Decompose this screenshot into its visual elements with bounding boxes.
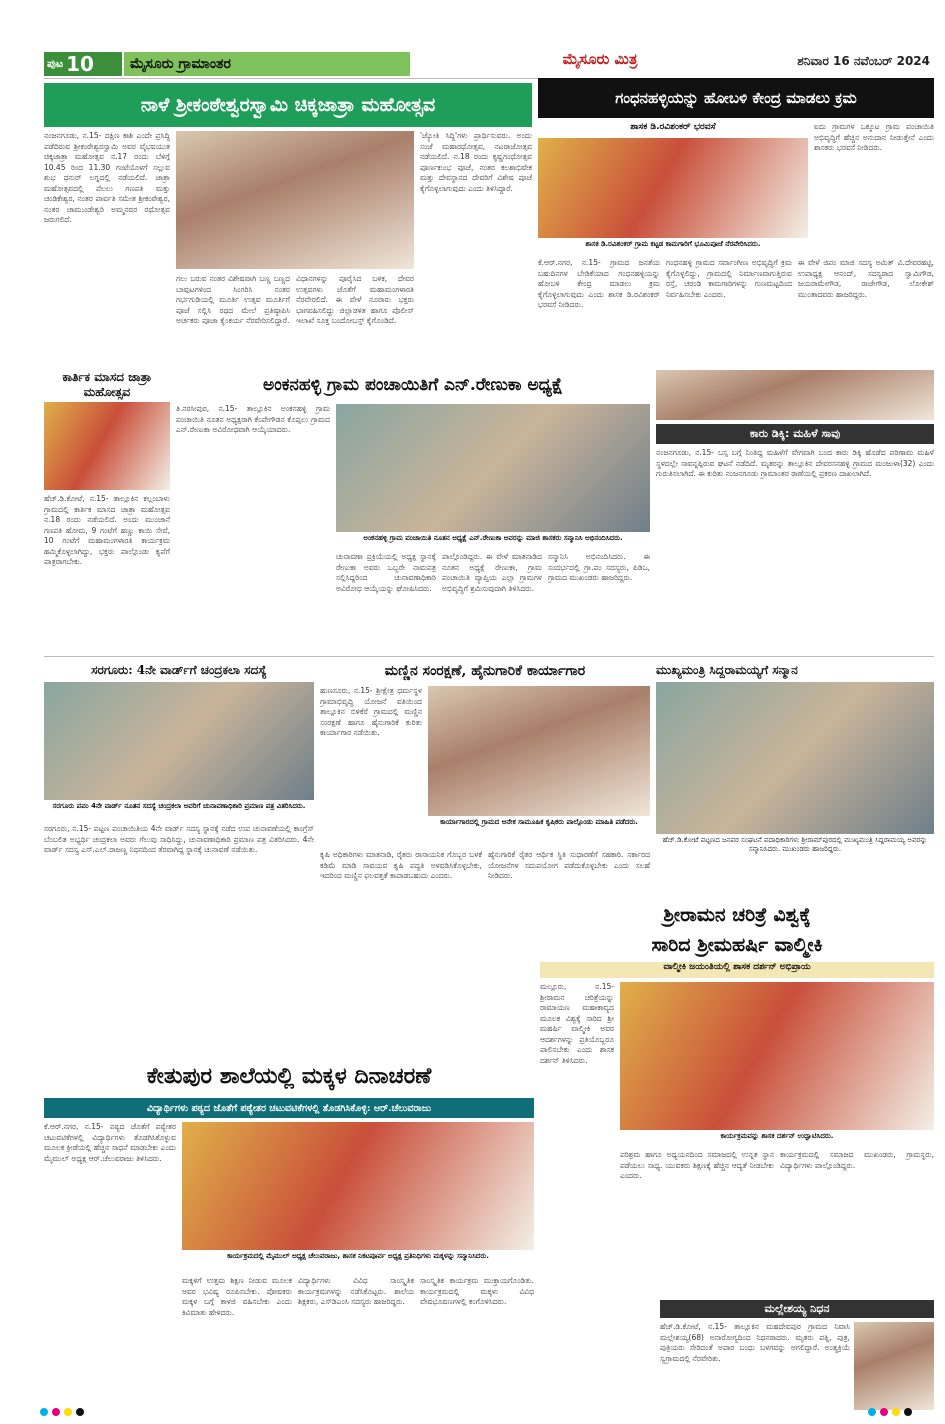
- story4-caption: ಅಂಕನಹಳ್ಳಿ ಗ್ರಾಮ ಪಂಚಾಯಿತಿ ನೂತನ ಅಧ್ಯಕ್ಷೆ ಎನ್.ರೇಣುಕಾ ಅವರನ್ನು ಮಾಜಿ ಶಾಸಕರು ಸನ್ಮಾನಿಸಿ ಅಭಿನಂದಿಸಿದರು.: [363, 534, 623, 542]
- story10-subhead: ವಿದ್ಯಾರ್ಥಿಗಳು ಪಠ್ಯದ ಜೊತೆಗೆ ಪಠ್ಯೇತರ ಚಟುವಟಿಕೆಗಳಲ್ಲಿ ತೊಡಗಿಸಿಕೊಳ್ಳಿ: ಆರ್.ಚೆಲುವರಾಜು: [44, 1098, 534, 1118]
- story7-col3: ಹೈನುಗಾರಿಕೆ ರೈತರ ಆರ್ಥಿಕ ಸ್ಥಿತಿ ಸುಧಾರಣೆಗೆ ಸಹಕಾರಿ. ಸರ್ಕಾರದ ಯೋಜನೆಗಳ ಸದುಪಯೋಗ ಪಡೆದುಕೊಳ್ಳಬೇಕು ಎಂದು ಸಲಹೆ ನೀಡಿದರು.: [488, 850, 650, 880]
- story7-col1: ಹುಣಸೂರು, ನ.15- ಶ್ರೀಕ್ಷೇತ್ರ ಧರ್ಮಸ್ಥಳ ಗ್ರಾಮಾಭಿವೃದ್ಧಿ ಯೋಜನೆ ವತಿಯಿಂದ ತಾಲ್ಲೂಕಿನ ಬಿಳಿಕೆರೆ ಗ್ರಾಮದಲ್ಲಿ ಮಣ್ಣಿನ ಸಂರಕ್ಷಣೆ ಹಾಗೂ ಹೈನುಗಾರಿಕೆ ಕುರಿತು ಕಾರ್ಯಾಗಾರ ನಡೆಯಿತು.: [320, 686, 422, 737]
- story1-headline: ನಾಳೆ ಶ್ರೀಕಂಠೇಶ್ವರಸ್ವಾಮಿ ಚಿಕ್ಕಜಾತ್ರಾ ಮಹೋತ್ಸವ: [44, 83, 532, 127]
- story4-headline: ಅಂಕನಹಳ್ಳಿ ಗ್ರಾಮ ಪಂಚಾಯಿತಿಗೆ ಎನ್.ರೇಣುಕಾ ಅಧ್ಯಕ್ಷೆ: [263, 375, 563, 395]
- story8-caption: ಹೆಚ್.ಡಿ.ಕೋಟೆ ಪಟ್ಟಣದ ಜನಪರ ಸಂಘಟನೆ ಪದಾಧಿಕಾರಿಗಳು ಶ್ರೀರಾಮ್‌ಪುರದಲ್ಲಿ ಮುಖ್ಯಮಂತ್ರಿ ಸಿದ್ದರಾಮಯ್ಯ ಅವರನ್ನು ಸನ್ಮಾನಿಸಿದರು. ಮುಖಂಡರು ಹಾಜರಿದ್ದರು.: [662, 836, 928, 853]
- story10-col1: ಕೆ.ಆರ್.ನಗರ, ನ.15- ಪಠ್ಯದ ಜೊತೆಗೆ ಪಠ್ಯೇತರ ಚಟುವಟಿಕೆಗಳಲ್ಲಿ ವಿದ್ಯಾರ್ಥಿಗಳು ತೊಡಗಿಸಿಕೊಳ್ಳುವ ಮೂಲಕ ಕ್ರೀಡೆಯಲ್ಲಿ ಹೆಚ್ಚಿನ ಸಾಧನೆ ಮಾಡಬೇಕು ಎಂದು ಮೈಮುಲ್ ಅಧ್ಯಕ್ಷ ಆರ್.ಚೆಲುವರಾಜು ತಿಳಿಸಿದರು.: [44, 1122, 176, 1163]
- story1-col4: 'ಜ್ಯೋತಿ ಸಿದ್ಧಿ'ಗಳು ಪ್ರಾರ್ಥಿಸುವರು. ಅಂದು ಸಂಜೆ ಮಹಾರಥೋತ್ಸವ, ನಟರಾಜೋತ್ಸವ ನಡೆಯಲಿದೆ. ನ.18 ರಂದು ಕೃಷ್ಣಗಂಧೋತ್ಸವ ಪೂರ್ಣಕುಂಭ ಪೂಜೆ, ನಂತರ ಕಲಶಾಭಿಷೇಕ ಮತ್ತು ದೇವಸ್ಥಾನದ ದೇವರಿಗೆ ವಿಶೇಷ ಪೂಜೆ ಕೈಗೊಳ್ಳಲಾಗುವುದು ಎಂದು ತಿಳಿಸಿದ್ದಾರೆ.: [420, 131, 532, 193]
- story2-headline: ಗಂಧನಹಳ್ಳಿಯನ್ನು ಹೋಬಳಿ ಕೇಂದ್ರ ಮಾಡಲು ಕ್ರಮ: [538, 78, 934, 118]
- register-dot: [868, 1408, 876, 1416]
- story6-caption: ಸರಗೂರು ಪಪಂ 4ನೇ ವಾರ್ಡ್ ನೂತನ ಸದಸ್ಯೆ ಚಂದ್ರಕಲಾ ಅವರಿಗೆ ಚುನಾವಣಾಧಿಕಾರಿ ಪ್ರಮಾಣ ಪತ್ರ ವಿತರಿಸಿದರು.: [52, 802, 306, 810]
- temple-photo: [176, 131, 414, 269]
- story6-photo: [44, 682, 314, 800]
- story8-headline: ಮುಖ್ಯಮಂತ್ರಿ ಸಿದ್ದರಾಮಯ್ಯಗೆ ಸನ್ಮಾನ: [656, 662, 798, 677]
- story2-continued-photo: [656, 370, 934, 420]
- story1-col1: ನಂಜನಗೂಡು, ನ.15- ದಕ್ಷಿಣ ಕಾಶಿ ಎಂದೇ ಪ್ರಸಿದ್ಧಿ ಪಡೆದಿರುವ ಶ್ರೀಕಂಠೇಶ್ವರಸ್ವಾಮಿ ಅವರ ವೈಭವಯುತ ಚಿಕ್ಕಜಾತ್ರಾ ಮಹೋತ್ಸವ ನ.17 ರಂದು ಬೆಳಿಗ್ಗೆ 10.45 ರಿಂದ 11.30 ಗಂಟೆಯೊಳಗೆ ಸಲ್ಲುವ ಶುಭ ಧನುರ್ ಲಗ್ನದಲ್ಲಿ ನಡೆಯಲಿದೆ. ಜಾತ್ರಾ ಮಹೋತ್ಸವದಲ್ಲಿ ಪೆಲಲು ಗಣಪತಿ ಮತ್ತು ಚಂಡಿಕೇಶ್ವರ, ನಂತರ ಪಾರ್ವತಿ ಸಮೇತ ಶ್ರೀಕಂಠೇಶ್ವರ, ನಂತರ ಚಾಮುಂಡೇಶ್ವರಿ ಅಮ್ಮನವರ ರಥೋತ್ಸವ ಜರುಗಲಿದೆ.: [44, 131, 170, 224]
- register-dot: [904, 1408, 912, 1416]
- story11-box-title: ಮಲ್ಲೇಶಯ್ಯ ನಿಧನ: [660, 1300, 934, 1318]
- page-number-badge: [44, 52, 122, 76]
- story4-photo: [336, 404, 650, 532]
- register-dot: [880, 1408, 888, 1416]
- section-title: ಮೈಸೂರು ಗ್ರಾಮಾಂತರ: [124, 52, 410, 76]
- story4-col3: ಪಾಲ್ಗೊಂಡಿದ್ದರು. ಈ ವೇಳೆ ಮಾತನಾಡಿದ ನೂತನ ಅಧ್ಯಕ್ಷೆ ರೇಣುಕಾ, ಗ್ರಾಮ ಪಂಚಾಯಿತಿ ವ್ಯಾಪ್ತಿಯ ಎಲ್ಲಾ ಗ್ರಾಮಗಳ ಅಭಿವೃದ್ಧಿಗೆ ಶ್ರಮಿಸುವುದಾಗಿ ತಿಳಿಸಿದರು.: [442, 552, 542, 593]
- story2-col2: ಗಂಧನಹಳ್ಳಿ ಗ್ರಾಮದ ಸರ್ವಾಂಗೀಣ ಅಭಿವೃದ್ಧಿಗೆ ಕ್ರಮ ಕೈಗೊಳ್ಳಲಿದ್ದು, ಗ್ರಾಮದಲ್ಲಿ ನಿರ್ಮಾಣವಾಗುತ್ತಿರುವ ರಸ್ತೆ, ಚರಂಡಿ ಕಾಮಗಾರಿಗಳನ್ನು ಗುಣಮಟ್ಟದಿಂದ ನಿರ್ವಹಿಸಬೇಕು ಎಂದರು.: [666, 258, 792, 299]
- story2-col3: ಈ ವೇಳೆ ಜಿಪಂ ಮಾಜಿ ಸದಸ್ಯ ಅಮಿತ್ ವಿ.ದೇವರಹಟ್ಟಿ, ಉಪಾಧ್ಯಕ್ಷ ಆನಂದ್, ಸದಸ್ಯರಾದ ಸ್ವಾಮಿಗೌಡ, ಜಯರಾಮೇಗೌಡ, ರಾಜೇಗೌಡ, ಲೋಕೇಶ್ ಮುಂತಾದವರು ಹಾಜರಿದ್ದರು.: [798, 258, 934, 299]
- register-dot: [76, 1408, 84, 1416]
- story10-caption: ಕಾರ್ಯಕ್ರಮದಲ್ಲಿ ಮೈಮುಲ್ ಅಧ್ಯಕ್ಷ ಚೆಲುವರಾಜು, ಶಾಸಕ ನಿಕಟಪೂರ್ವ ಅಧ್ಯಕ್ಷ ಪ್ರತಿನಿಧಿಗಳು ಮಕ್ಕಳನ್ನು ಸನ್ಮಾನಿಸಿದರು.: [227, 1252, 489, 1260]
- story9-headline-1: ಶ್ರೀರಾಮನ ಚರಿತ್ರೆ ವಿಶ್ವಕ್ಕೆ: [663, 904, 811, 926]
- obituary-portrait: [854, 1322, 934, 1410]
- story9-col1: ಮಲ್ಲೂರು, ನ.15- ಶ್ರೀರಾಮನ ಚರಿತ್ರೆಯನ್ನು ರಾಮಾಯಣ ಮಹಾಕಾವ್ಯದ ಮೂಲಕ ವಿಶ್ವಕ್ಕೆ ಸಾರಿದ ಶ್ರೀ ಮಹರ್ಷಿ ವಾಲ್ಮೀಕಿ ಅವರ ಆದರ್ಶಗಳನ್ನು ಪ್ರತಿಯೊಬ್ಬರೂ ಪಾಲಿಸಬೇಕು ಎಂದು ಶಾಸಕ ದರ್ಶನ್ ತಿಳಿಸಿದರು.: [540, 982, 614, 1065]
- story6-headline: ಸರಗೂರು: 4ನೇ ವಾರ್ಡ್‌ಗೆ ಚಂದ್ರಕಲಾ ಸದಸ್ಯೆ: [91, 662, 267, 677]
- story2-caption: ಶಾಸಕ ಡಿ.ರವಿಶಂಕರ್ ಗ್ರಾಮ ಕಟ್ಟಡ ಕಾಮಗಾರಿಗೆ ಭೂಮಿಪೂಜೆ ನೆರವೇರಿಸಿದರು.: [585, 240, 761, 248]
- story9-headline-2: ಸಾರಿದ ಶ್ರೀಮಹರ್ಷಿ ವಾಲ್ಮೀಕಿ: [651, 934, 823, 956]
- story5-text: ನಂಜನಗೂಡು, ನ.15- ಬಸ್ಸ ಬಗ್ಗೆ ನಿಂತಿದ್ದ ಮಹಿಳೆಗೆ ವೇಗವಾಗಿ ಬಂದ ಕಾರು ಡಿಕ್ಕಿ ಹೊಡೆದ ಪರಿಣಾಮ ಮಹಿಳೆ ಸ್ಥಳದಲ್ಲೇ ಸಾವನ್ನಪ್ಪಿರುವ ಘಟನೆ ನಡೆದಿದೆ. ಮೃತರನ್ನು ತಾಲ್ಲೂಕಿನ ದೇವರಸನಹಳ್ಳಿ ಗ್ರಾಮದ ಮಂಜುಳಾ(32) ಎಂದು ಗುರುತಿಸಲಾಗಿದೆ. ಈ ಕುರಿತು ನಂಜನಗೂಡು ಗ್ರಾಮಾಂತರ ಠಾಣೆಯಲ್ಲಿ ಪ್ರಕರಣ ದಾಖಲಾಗಿದೆ.: [656, 448, 934, 478]
- story7-headline: ಮಣ್ಣಿನ ಸಂರಕ್ಷಣೆ, ಹೈನುಗಾರಿಕೆ ಕಾರ್ಯಾಗಾರ: [384, 663, 586, 679]
- story4-col2: ಚುನಾವಣಾ ಪ್ರಕ್ರಿಯೆಯಲ್ಲಿ ಅಧ್ಯಕ್ಷ ಸ್ಥಾನಕ್ಕೆ ರೇಣುಕಾ ಅವರು ಒಬ್ಬರೇ ನಾಮಪತ್ರ ಸಲ್ಲಿಸಿದ್ದರಿಂದ ಚುನಾವಣಾಧಿಕಾರಿ ಅವಿರೋಧ ಆಯ್ಕೆಯನ್ನು ಘೋಷಿಸಿದರು.: [336, 552, 436, 593]
- divider: [44, 656, 934, 657]
- story10-col3: ವಿದ್ಯಾರ್ಥಿಗಳು ವಿವಿಧ ಸಾಂಸ್ಕೃತಿಕ ಕಾರ್ಯಕ್ರಮಗಳನ್ನು ನಡೆಸಿಕೊಟ್ಟರು. ಶಾಲೆಯ ಶಿಕ್ಷಕರು, ಎಸ್‌ಡಿಎಂಸಿ ಸದಸ್ಯರು ಹಾಜರಿದ್ದರು.: [298, 1276, 414, 1306]
- register-dot: [892, 1408, 900, 1416]
- jatre-photo: [44, 402, 170, 490]
- register-dot: [64, 1408, 72, 1416]
- story9-col3: ಕಾರ್ಯಕ್ರಮದಲ್ಲಿ ಸಮಾಜದ ಮುಖಂಡರು, ಗ್ರಾಮಸ್ಥರು, ವಿದ್ಯಾರ್ಥಿಗಳು ಪಾಲ್ಗೊಂಡಿದ್ದರು.: [780, 1150, 934, 1170]
- story4-col1: ತಿ.ನರಸೀಪುರ, ನ.15- ತಾಲ್ಲೂಕಿನ ಅಂಕನಹಳ್ಳಿ ಗ್ರಾಮ ಪಂಚಾಯಿತಿ ನೂತನ ಅಧ್ಯಕ್ಷರಾಗಿ ಕೆಂಪೇಗೌಡನ ಕೊಪ್ಪಲು ಗ್ರಾಮದ ಎನ್.ರೇಣುಕಾ ಅವಿರೋಧವಾಗಿ ಆಯ್ಕೆಯಾದರು.: [176, 404, 330, 434]
- story4-col4: ಸನ್ಮಾನಿಸಿ ಅಭಿನಂದಿಸಿದರು. ಈ ಸಂದರ್ಭದಲ್ಲಿ ಗ್ರಾ.ಪಂ ಸದಸ್ಯರು, ಪಿಡಿಒ, ಗ್ರಾಮದ ಮುಖಂಡರು ಹಾಜರಿದ್ದರು.: [548, 552, 650, 582]
- story7-photo: [428, 686, 650, 816]
- top-margin: [0, 0, 945, 48]
- story7-caption: ಕಾರ್ಯಾಗಾರದಲ್ಲಿ ಗ್ರಾಮದ ಅನೇಕ ಸಾಮೂಹಿಕ ಕೃಷಿಕರು ಪಾಲ್ಗೊಂಡು ಮಾಹಿತಿ ಪಡೆದರು.: [440, 818, 638, 826]
- page-label: ಪುಟ: [47, 57, 64, 70]
- register-dot: [52, 1408, 60, 1416]
- story5-box-title: ಕಾರು ಡಿಕ್ಕಿ: ಮಹಿಳೆ ಸಾವು: [656, 424, 934, 444]
- masthead: ಮೈಸೂರು ಮಿತ್ರ: [562, 50, 638, 68]
- story1-col2: ಗಲು ಬರುವ ನಂತರ ವಿಶೇಷವಾಗಿ ಬಣ್ಣ ಬಣ್ಣದ ಬಾವುಟಗಳಿಂದ ಸಿಂಗರಿಸಿ ನಂತರ ಗರ್ಭಗುಡಿಯಲ್ಲಿ ಮೂರ್ತಿ ಉತ್ಸವ ಮೂರ್ತಿಗೆ ಪೂಜೆ ಸಲ್ಲಿಸಿ ರಥದ ಮೇಲೆ ಪ್ರತಿಷ್ಠಾಪಿಸಿ ಅರ್ಚಕರು ಪೂಜಾ ಕೈಂಕರ್ಯ ನೆರವೇರಿಸಲಿದ್ದಾರೆ.: [176, 274, 290, 325]
- story8-photo: [656, 682, 934, 834]
- story9-caption: ಕಾರ್ಯಕ್ರಮವನ್ನು ಶಾಸಕ ದರ್ಶನ್ ಉದ್ಘಾಟಿಸಿದರು.: [720, 1132, 834, 1140]
- story10-headline: ಕೇತುಪುರ ಶಾಲೆಯಲ್ಲಿ ಮಕ್ಕಳ ದಿನಾಚರಣೆ: [146, 1063, 432, 1089]
- story2-byline: ಶಾಸಕ ಡಿ.ರವಿಶಂಕರ್ ಭರವಸೆ: [630, 122, 716, 132]
- story2-photo: [538, 138, 808, 238]
- story2-side: ಐದು ಗ್ರಾಮಗಳ ಒಕ್ಕೂಟ ಗ್ರಾಮ ಪಂಚಾಯಿತಿ ಅಭಿವೃದ್ಧಿಗೆ ಹೆಚ್ಚಿನ ಅನುದಾನ ನೀಡುತ್ತೇನೆ ಎಂದು ಶಾಸಕರು ಭರವಸೆ ನೀಡಿದರು.: [814, 122, 934, 152]
- story9-photo: [620, 982, 934, 1130]
- story3-text: ಹೆಚ್.ಡಿ.ಕೋಟೆ, ನ.15- ತಾಲ್ಲೂಕಿನ ಕಲ್ಲಂಬಾಳು ಗ್ರಾಮದಲ್ಲಿ ಕಾರ್ತಿಕ ಮಾಸದ ಜಾತ್ರಾ ಮಹೋತ್ಸವ ನ.18 ರಂದು ನಡೆಯಲಿದೆ. ಅಂದು ಮುಂಜಾನೆ ಗಣಪತಿ ಹೋಮ, 9 ಗಂಟೆಗೆ ಹಣ್ಣು ಕಾಯಿ ಸೇವೆ, 10 ಗಂಟೆಗೆ ಮಹಾಮಂಗಳಾರತಿ ಕಾರ್ಯಕ್ರಮ ಹಮ್ಮಿಕೊಳ್ಳಲಾಗಿದ್ದು, ಭಕ್ತರು ಪಾಲ್ಗೊಂಡು ಕೃಪೆಗೆ ಪಾತ್ರರಾಗಬೇಕು.: [44, 494, 170, 566]
- story10-col4: ಸಾಂಸ್ಕೃತಿಕ ಕಾರ್ಯಕ್ರಮ ಮುಕ್ತಾಯಗೊಂಡಿತು. ಕಾರ್ಯಕ್ರಮದಲ್ಲಿ ಮಕ್ಕಳು ವಿವಿಧ ವೇಷಭೂಷಣಗಳಲ್ಲಿ ಕಂಗೊಳಿಸಿದರು.: [420, 1276, 534, 1306]
- story10-photo: [182, 1122, 534, 1250]
- story9-byline: ವಾಲ್ಮೀಕಿ ಜಯಂತಿಯಲ್ಲಿ ಶಾಸಕ ದರ್ಶನ್ ಅಭಿಪ್ರಾಯ: [540, 962, 934, 978]
- story6-text: ಸರಗೂರು, ನ.15- ಪಟ್ಟಣ ಪಂಚಾಯಿತಿಯ 4ನೇ ವಾರ್ಡ್ ಸದಸ್ಯ ಸ್ಥಾನಕ್ಕೆ ನಡೆದ ಉಪ ಚುನಾವಣೆಯಲ್ಲಿ ಕಾಂಗ್ರೆಸ್ ಬೆಂಬಲಿತ ಅಭ್ಯರ್ಥಿ ಚಂದ್ರಕಲಾ ಅವರು ಗೆಲುವು ಸಾಧಿಸಿದ್ದು, ಚುನಾವಣಾಧಿಕಾರಿ ಪ್ರಮಾಣ ಪತ್ರ ವಿತರಿಸಿದರು. 4ನೇ ವಾರ್ಡ್ ಸದಸ್ಯ ಎಸ್.ಎಲ್.ರಾಜಣ್ಣ ನಿಧನದಿಂದ ತೆರವಾಗಿದ್ದ ಸ್ಥಾನಕ್ಕೆ ಚುನಾವಣೆ ನಡೆಯಿತು.: [44, 824, 314, 854]
- register-dot: [40, 1408, 48, 1416]
- page-number: 10: [66, 52, 94, 76]
- story2-col1: ಕೆ.ಆರ್.ನಗರ, ನ.15- ಗ್ರಾಮದ ಜನತೆಯ ಬಹುದಿನಗಳ ಬೇಡಿಕೆಯಾದ ಗಂಧನಹಳ್ಳಿಯನ್ನು ಹೋಬಳಿ ಕೇಂದ್ರ ಮಾಡಲು ಕ್ರಮ ಕೈಗೊಳ್ಳಲಾಗುವುದು ಎಂದು ಶಾಸಕ ಡಿ.ರವಿಶಂಕರ್ ಭರವಸೆ ನೀಡಿದರು.: [538, 258, 660, 309]
- story1-col3: ವಿಧಾನಗಳನ್ನು ಪೂರೈಸಿದ ಬಳಿಕ, ದೇವರ ಉತ್ಸವಗಳು ಜೊತೆಗೆ ಮಹಾಮಂಗಳಾರತಿ ನೆರವೇರಲಿದೆ. ಈ ವೇಳೆ ನೂರಾರು ಭಕ್ತರು ಭಾಗವಹಿಸಲಿದ್ದು ಜಿಲ್ಲಾಡಳಿತ ಹಾಗೂ ಪೊಲೀಸ್ ಇಲಾಖೆ ಸೂಕ್ತ ಬಂದೋಬಸ್ತ್ ಕೈಗೊಂಡಿದೆ.: [296, 274, 414, 325]
- story10-col2: ಮಕ್ಕಳಿಗೆ ಉತ್ತಮ ಶಿಕ್ಷಣ ನೀಡುವ ಮೂಲಕ ಅವರ ಭವಿಷ್ಯ ರೂಪಿಸಬೇಕು. ಪೋಷಕರು ಮಕ್ಕಳ ಬಗ್ಗೆ ಕಾಳಜಿ ವಹಿಸಬೇಕು ಎಂದು ಕಿವಿಮಾತು ಹೇಳಿದರು.: [182, 1276, 292, 1317]
- dateline: ಶನಿವಾರ 16 ನವೆಂಬರ್ 2024: [797, 54, 930, 68]
- story3-title: ಕಾರ್ತಿಕ ಮಾಸದ ಜಾತ್ರಾ ಮಹೋತ್ಸವ: [62, 370, 152, 399]
- story11-text: ಹೆಚ್.ಡಿ.ಕೋಟೆ, ನ.15- ತಾಲ್ಲೂಕಿನ ಮಹದೇವಪುರ ಗ್ರಾಮದ ನಿವಾಸಿ ಮಲ್ಲೇಶಯ್ಯ(68) ಅನಾರೋಗ್ಯದಿಂದ ನಿಧನರಾದರು. ಮೃತರು ಪತ್ನಿ, ಪುತ್ರ, ಪುತ್ರಿಯರು ಸೇರಿದಂತೆ ಅಪಾರ ಬಂಧು ಬಳಗವನ್ನು ಅಗಲಿದ್ದಾರೆ. ಅಂತ್ಯಕ್ರಿಯೆ ಸ್ವಗ್ರಾಮದಲ್ಲಿ ನೆರವೇರಿತು.: [660, 1322, 850, 1363]
- story7-col2: ಕೃಷಿ ಅಧಿಕಾರಿಗಳು ಮಾತನಾಡಿ, ರೈತರು ರಾಸಾಯನಿಕ ಗೊಬ್ಬರ ಬಳಕೆ ಕಡಿಮೆ ಮಾಡಿ ಸಾವಯವ ಕೃಷಿ ಪದ್ಧತಿ ಅಳವಡಿಸಿಕೊಳ್ಳಬೇಕು, ಇದರಿಂದ ಮಣ್ಣಿನ ಫಲವತ್ತತೆ ಕಾಪಾಡಬಹುದು ಎಂದರು.: [320, 850, 482, 880]
- story9-col2: ಪರಿಶ್ರಮ ಹಾಗೂ ಅಧ್ಯಯನದಿಂದ ಸಮಾಜದಲ್ಲಿ ಉನ್ನತ ಸ್ಥಾನ ಪಡೆಯಲು ಸಾಧ್ಯ. ಯುವಕರು ಶಿಕ್ಷಣಕ್ಕೆ ಹೆಚ್ಚಿನ ಆದ್ಯತೆ ನೀಡಬೇಕು ಎಂದರು.: [620, 1150, 774, 1180]
